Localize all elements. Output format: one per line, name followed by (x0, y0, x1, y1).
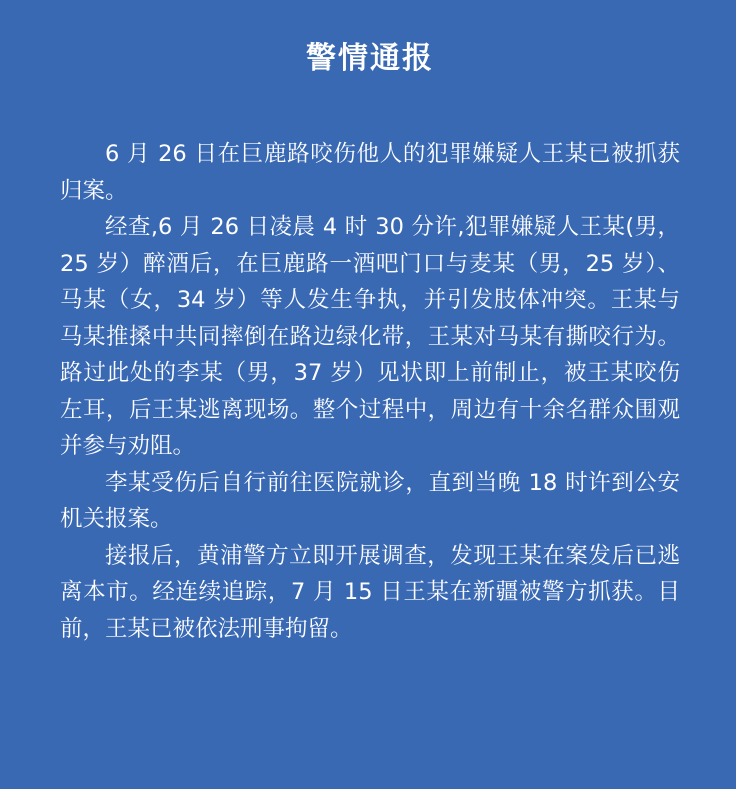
notice-paragraph-3: 李某受伤后自行前往医院就诊，直到当晚 18 时许到公安机关报案。 (60, 469, 680, 532)
notice-title: 警情通报 (306, 41, 434, 76)
notice-paragraph-2: 经查,6 月 26 日凌晨 4 时 30 分许,犯罪嫌疑人王某(男，25 岁）醉酒后，在巨鹿路一酒吧门口与麦某（男，25 岁）、马某（女，34 岁）等人发生争执，并引发肢体冲突。王某与马某推搡中共同摔倒在路边绿化带，王某对马某有撕咬行为。路过此处的李某（男，37 岁）见状即上前制止，被王某咬伤左耳，后王某逃离现场。整个过程中，周边有十余名群众围观并参与劝阻。 (60, 214, 680, 459)
notice-paragraph-1: 6 月 26 日在巨鹿路咬伤他人的犯罪嫌疑人王某已被抓获归案。 (60, 141, 680, 204)
notice-paragraph-4: 接报后，黄浦警方立即开展调查，发现王某在案发后已逃离本市。经连续追踪，7 月 15 日王某在新疆被警方抓获。目前，王某已被依法刑事拘留。 (60, 542, 680, 642)
